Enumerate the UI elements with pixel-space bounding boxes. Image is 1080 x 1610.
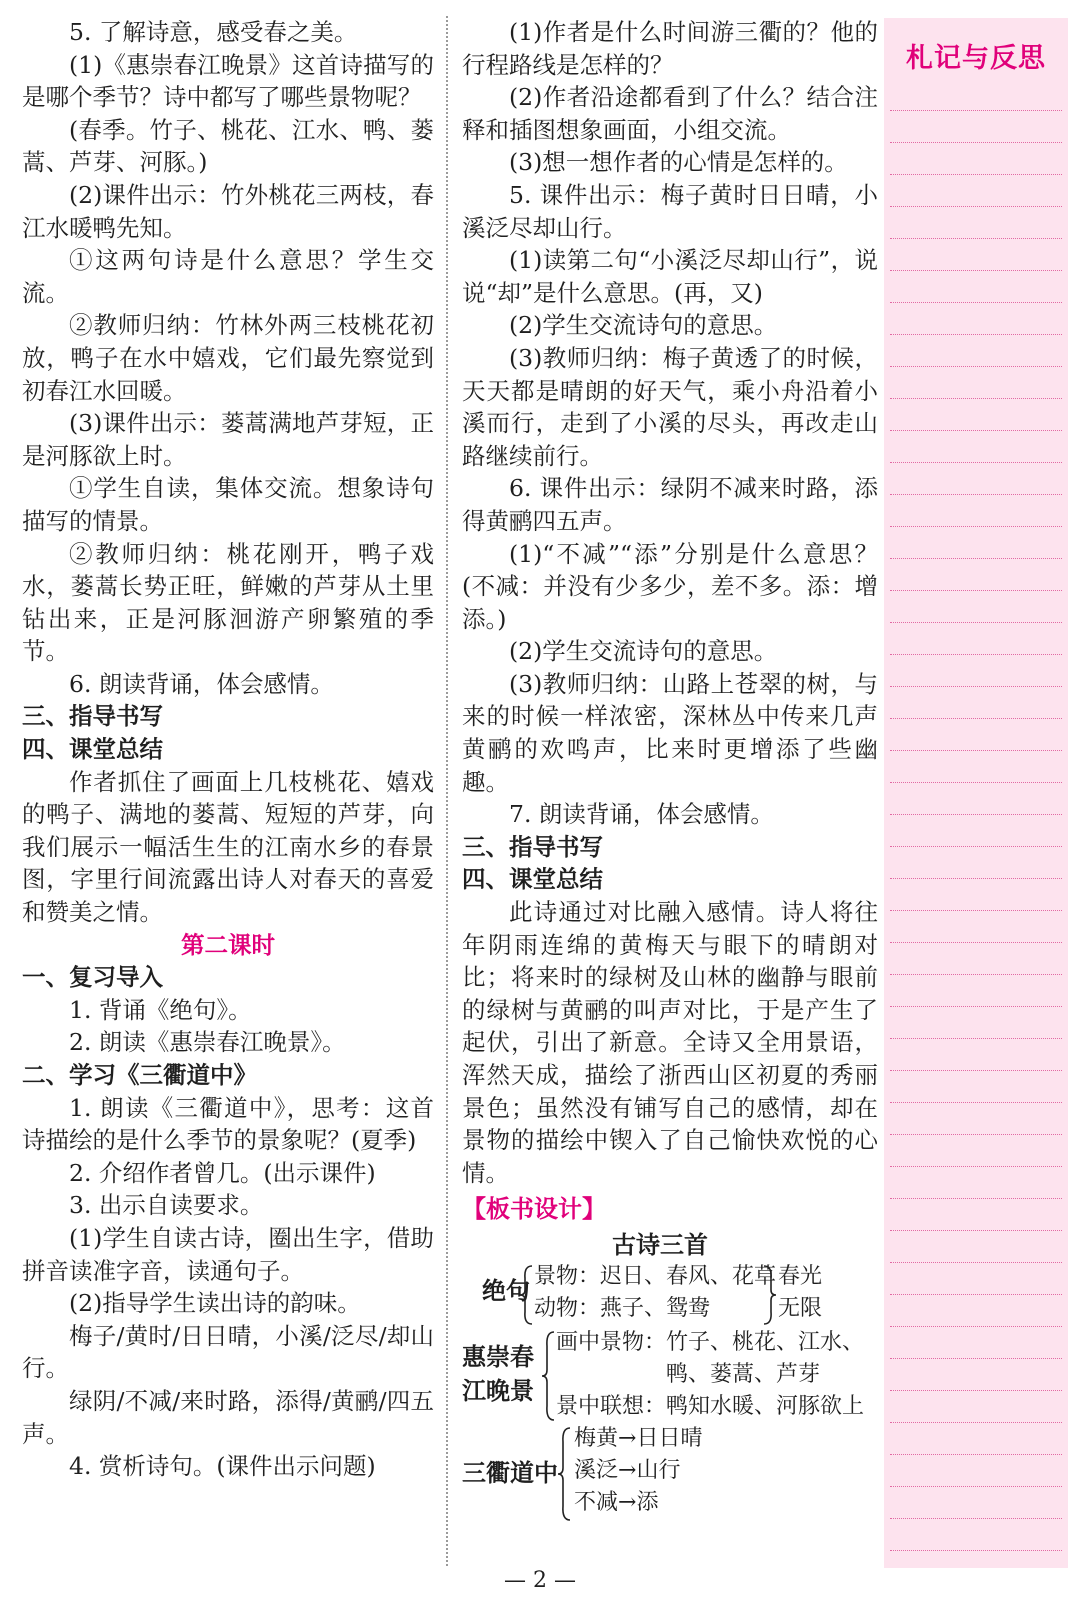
brace-icon — [520, 1264, 534, 1326]
study-item-1: 1. 朗读《三衢道中》，思考：这首诗描绘的是什么季节的景象呢？(夏季) — [22, 1093, 434, 1155]
note-line — [890, 430, 1062, 431]
study-item-3-1: (1)学生自读古诗，圈出生字，借助拼音读准字音，读通句子。 — [22, 1223, 434, 1285]
note-line — [890, 1134, 1062, 1135]
note-line — [890, 142, 1062, 143]
study-item-2: 2. 介绍作者曾几。(出示课件) — [69, 1158, 376, 1187]
note-line — [890, 1326, 1062, 1327]
mid-heading-writing-guide: 三、指导书写 — [462, 832, 603, 861]
study-item-4: 4. 赏析诗句。(课件出示问题) — [69, 1452, 376, 1481]
board-jueju: 绝句 — [482, 1276, 530, 1305]
note-line — [890, 1102, 1062, 1103]
board-huichong-line-2: 鸭、蒌蒿、芦芽 — [666, 1361, 821, 1387]
board-design — [462, 1226, 878, 1516]
mid-question-1: (1)作者是什么时间游三衢的？他的行程路线是怎样的？ — [462, 18, 878, 79]
note-line — [890, 366, 1062, 367]
note-line — [890, 846, 1062, 847]
section-6: 6. 朗读背诵，体会感情。 — [69, 669, 334, 698]
sanqu-2-to: 山行 — [636, 1457, 681, 1483]
question-3: (3)课件出示：蒌蒿满地芦芽短，正是河豚欲上时。 — [22, 409, 434, 470]
question-2: (2)课件出示：竹外桃花三两枝，春江水暖鸭先知。 — [22, 180, 434, 242]
heading-writing-guide: 三、指导书写 — [22, 702, 163, 731]
board-huichong-line-3: 景中联想：鸭知水暖、河豚欲上 — [556, 1393, 865, 1419]
note-line — [890, 1006, 1062, 1007]
heading-study: 二、学习《三衢道中》 — [22, 1061, 257, 1089]
note-line — [890, 590, 1062, 591]
arrow-right-icon: → — [618, 1489, 637, 1515]
mid-section-6-1: (1)“不减”“添”分别是什么意思？(不减：并没有少多少，差不多。添：增添。) — [462, 539, 878, 633]
page-number: — 2 — — [504, 1568, 576, 1593]
left-column — [22, 16, 434, 1483]
note-line — [890, 1550, 1062, 1551]
brace-icon — [542, 1330, 556, 1422]
mid-section-7: 7. 朗读背诵，体会感情。 — [509, 800, 774, 829]
note-line — [890, 302, 1062, 303]
board-jueju-line-2: 动物：燕子、鸳鸯 — [534, 1295, 711, 1321]
mid-section-6-3: (3)教师归纳：山路上苍翠的树，与来的时候一样浓密，深林丛中传来几声黄鹂的欢鸣声，比来时更增添了些幽趣。 — [462, 669, 878, 796]
board-sanqu: 三衢道中 — [462, 1458, 558, 1487]
study-item-3: 3. 出示自读要求。 — [69, 1191, 264, 1220]
note-line — [890, 1454, 1062, 1455]
brace-icon — [558, 1426, 572, 1522]
arrow-right-icon: → — [618, 1457, 637, 1483]
board-jueju-line-1: 景物：迟日、春风、花草 — [534, 1263, 777, 1289]
question-1: (1)《惠崇春江晚景》这首诗描写的是哪个季节？诗中都写了哪些景物呢？ — [22, 50, 434, 112]
mid-section-5-1: (1)读第二句“小溪泛尽却山行”，说说“却”是什么意思。(再，又) — [462, 246, 878, 307]
note-line — [890, 974, 1062, 975]
note-line — [890, 206, 1062, 207]
board-design-label: 【板书设计】 — [462, 1195, 606, 1224]
lesson-2-title: 第二课时 — [181, 930, 275, 959]
sanqu-3-to: 添 — [636, 1489, 659, 1515]
note-line — [890, 174, 1062, 175]
summary-paragraph: 作者抓住了画面上几枝桃花、嬉戏的鸭子、满地的蒌蒿、短短的芦芽，向我们展示一幅活生生的江南水乡的春景图，字里行间流露出诗人对春天的喜爱和赞美之情。 — [22, 767, 434, 927]
mid-summary-paragraph: 此诗通过对比融入感情。诗人将往年阴雨连绵的黄梅天与眼下的晴朗对比；将来时的绿树及山林的幽静与眼前的绿树与黄鹂的叫声对比，于是产生了起伏，引出了新意。全诗又全用景语，浑然天成，描绘了浙西山区初夏的秀丽景色；虽然没有铺写自己的感情，却在景物的描绘中锲入了自己愉快欢悦的心情。 — [462, 898, 878, 1187]
note-line — [890, 494, 1062, 495]
note-line — [890, 1166, 1062, 1167]
mid-heading-class-summary: 四、课堂总结 — [462, 865, 603, 894]
note-line — [890, 238, 1062, 239]
board-huichong-2: 江晚景 — [462, 1376, 534, 1405]
question-2-item-2: ②教师归纳：竹林外两三枝桃花初放，鸭子在水中嬉戏，它们最先察觉到初春江水回暖。 — [22, 311, 434, 405]
heading-review: 一、复习导入 — [22, 963, 163, 992]
note-line — [890, 622, 1062, 623]
heading-class-summary: 四、课堂总结 — [22, 735, 163, 764]
mid-section-6: 6. 课件出示：绿阴不减来时路，添得黄鹂四五声。 — [462, 474, 878, 535]
note-line — [890, 814, 1062, 815]
note-line — [890, 270, 1062, 271]
note-line — [890, 942, 1062, 943]
mid-section-6-2: (2)学生交流诗句的意思。 — [509, 637, 778, 666]
note-line — [890, 654, 1062, 655]
section-5-title: 5. 了解诗意，感受春之美。 — [69, 18, 358, 46]
note-line — [890, 878, 1062, 879]
sanqu-1-to: 日日晴 — [636, 1425, 703, 1451]
board-huichong-line-1: 画中景物：竹子、桃花、江水、 — [556, 1329, 865, 1355]
study-item-3-2: (2)指导学生读出诗的韵味。 — [69, 1289, 361, 1318]
review-item-1: 1. 背诵《绝句》。 — [69, 995, 252, 1024]
note-line — [890, 1518, 1062, 1519]
rhythm-line-2: 绿阴/不减/来时路，添得/黄鹂/四五声。 — [22, 1386, 434, 1448]
review-item-2: 2. 朗读《惠崇春江晚景》。 — [69, 1028, 346, 1057]
board-title: 古诗三首 — [612, 1230, 708, 1259]
note-line — [890, 910, 1062, 911]
board-sanqu-row-2 — [574, 1456, 680, 1486]
sidebar-title: 札记与反思 — [906, 43, 1046, 74]
note-line — [890, 1070, 1062, 1071]
note-line — [890, 1390, 1062, 1391]
note-line — [890, 462, 1062, 463]
board-huichong-1: 惠崇春 — [462, 1342, 534, 1371]
question-3-item-1: ①学生自读，集体交流。想象诗句描写的情景。 — [22, 474, 434, 535]
sanqu-3-from: 不减 — [574, 1489, 619, 1515]
note-line — [890, 1038, 1062, 1039]
arrow-right-icon: → — [618, 1425, 637, 1451]
question-3-item-2: ②教师归纳：桃花刚开，鸭子戏水，蒌蒿长势正旺，鲜嫩的芦芽从土里钻出来，正是河豚洄游产卵繁殖的季节。 — [22, 539, 434, 666]
mid-section-5-3: (3)教师归纳：梅子黄透了的时候，天天都是晴朗的好天气，乘小舟沿着小溪而行，走到了小溪的尽头，再改走山路继续前行。 — [462, 343, 878, 470]
note-line — [890, 526, 1062, 527]
column-divider — [446, 16, 448, 1566]
board-sanqu-row-3 — [574, 1488, 658, 1518]
rhythm-line-1: 梅子/黄时/日日晴，小溪/泛尽/却山行。 — [22, 1321, 434, 1383]
note-line — [890, 334, 1062, 335]
note-line — [890, 1294, 1062, 1295]
sanqu-2-from: 溪泛 — [574, 1457, 619, 1483]
brace-icon — [762, 1264, 776, 1326]
board-sanqu-row-1 — [574, 1424, 702, 1454]
board-jueju-right-1: 春光 — [778, 1263, 823, 1289]
note-line — [890, 782, 1062, 783]
mid-section-5-2: (2)学生交流诗句的意思。 — [509, 311, 778, 340]
middle-column — [462, 16, 878, 1516]
board-jueju-right-2: 无限 — [778, 1295, 823, 1321]
note-line — [890, 1262, 1062, 1263]
note-line — [890, 718, 1062, 719]
note-line — [890, 1422, 1062, 1423]
note-line — [890, 398, 1062, 399]
note-line — [890, 686, 1062, 687]
mid-section-5: 5. 课件出示：梅子黄时日日晴，小溪泛尽却山行。 — [462, 180, 878, 242]
sanqu-1-from: 梅黄 — [574, 1425, 619, 1451]
mid-question-2: (2)作者沿途都看到了什么？结合注释和插图想象画面，小组交流。 — [462, 83, 878, 144]
notes-sidebar — [884, 18, 1068, 1568]
note-line — [890, 750, 1062, 751]
note-line — [890, 1486, 1062, 1487]
answer-1: (春季。竹子、桃花、江水、鸭、蒌蒿、芦芽、河豚。) — [22, 115, 434, 177]
question-2-item-1: ①这两句诗是什么意思？学生交流。 — [22, 246, 434, 307]
mid-question-3: (3)想一想作者的心情是怎样的。 — [509, 148, 848, 177]
note-line — [890, 558, 1062, 559]
note-line — [890, 1198, 1062, 1199]
note-line — [890, 110, 1062, 111]
note-line — [890, 1230, 1062, 1231]
note-line — [890, 1358, 1062, 1359]
